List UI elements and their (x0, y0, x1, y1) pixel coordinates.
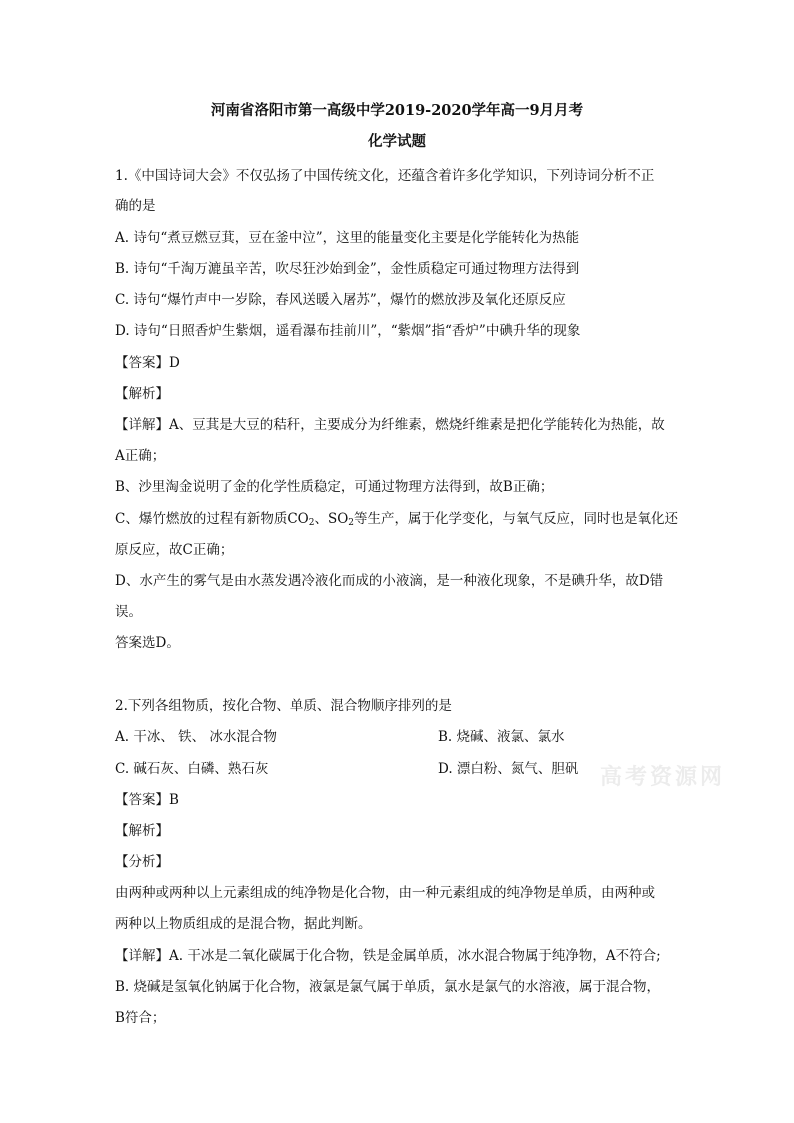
q1-stem-line1: 1.《中国诗词大会》不仅弘扬了中国传统文化，还蕴含着许多化学知识，下列诗词分析不正 (115, 168, 655, 184)
q1-detail-line4-part-c: 等生产，属于化学变化，与氧气反应，同时也是氧化还 (354, 511, 679, 527)
q1-conclusion: 答案选D。 (115, 635, 180, 651)
q1-option-a: A. 诗句“煮豆燃豆萁，豆在釜中泣”，这里的能量变化主要是化学能转化为热能 (115, 230, 580, 246)
q2-detail-line2: B. 烧碱是氢氧化钠属于化合物，液氯是氯气属于单质，氯水是氯气的水溶液，属于混合物， (115, 979, 661, 995)
q1-option-c: C. 诗句“爆竹声中一岁除，春风送暖入屠苏”，爆竹的燃放涉及氧化还原反应 (115, 292, 566, 308)
co2-subscript: 2 (308, 518, 315, 528)
q2-fenxi-heading: 【分析】 (115, 854, 169, 870)
q2-fenxi-line2: 两种以上物质组成的是混合物，据此判断。 (115, 916, 372, 932)
q2-detail-line1: 【详解】A. 干冰是二氧化碳属于化合物，铁是金属单质，冰水混合物属于纯净物，A不符合; (115, 948, 661, 964)
watermark: 高考资源网 (600, 764, 726, 790)
q2-option-c: C. 碱石灰、白磷、熟石灰 (115, 761, 269, 777)
q2-fenxi-line1: 由两种或两种以上元素组成的纯净物是化合物，由一种元素组成的纯净物是单质，由两种或 (115, 885, 655, 901)
q1-detail-line1: 【详解】A、豆萁是大豆的秸秆，主要成分为纤维素，燃烧纤维素是把化学能转化为热能，故 (115, 417, 665, 433)
q2-answer: 【答案】B (115, 792, 179, 808)
q1-detail-line6: D、水产生的雾气是由水蒸发遇冷液化而成的小液滴，是一种液化现象，不是碘升华，故D错 (115, 573, 664, 589)
q2-stem: 2.下列各组物质，按化合物、单质、混合物顺序排列的是 (115, 698, 452, 714)
q2-option-a: A. 干冰、 铁、 冰水混合物 (115, 729, 277, 745)
q2-analysis-heading: 【解析】 (115, 823, 169, 839)
q1-detail-line4-part-b: 、SO (314, 511, 349, 527)
q1-detail-line5: 原反应，故C正确； (115, 542, 234, 558)
q1-stem-line2: 确的是 (115, 198, 156, 214)
so2-subscript: 2 (348, 518, 355, 528)
q2-detail-line3: B符合； (115, 1010, 166, 1026)
q2-option-d: D. 漂白粉、氮气、胆矾 (438, 761, 579, 777)
q1-detail-line7: 误。 (115, 604, 142, 620)
q1-option-d: D. 诗句“日照香炉生紫烟，遥看瀑布挂前川”，“紫烟”指“香炉”中碘升华的现象 (115, 323, 581, 339)
q1-analysis-heading: 【解析】 (115, 386, 169, 402)
document-subtitle: 化学试题 (368, 133, 426, 150)
q1-detail-line3: B、沙里淘金说明了金的化学性质稳定，可通过物理方法得到，故B正确； (115, 479, 554, 495)
q1-option-b: B. 诗句“千淘万漉虽辛苦，吹尽狂沙始到金”，金性质稳定可通过物理方法得到 (115, 261, 580, 277)
q1-answer: 【答案】D (115, 355, 180, 371)
q2-option-b: B. 烧碱、液氯、氯水 (438, 729, 565, 745)
document-title: 河南省洛阳市第一高级中学2019-2020学年高一9月月考 (210, 102, 584, 119)
q1-detail-line4-part-a: C、爆竹燃放的过程有新物质CO (115, 511, 309, 527)
q1-detail-line4 (115, 509, 678, 529)
q1-detail-line2: A正确； (115, 448, 166, 464)
